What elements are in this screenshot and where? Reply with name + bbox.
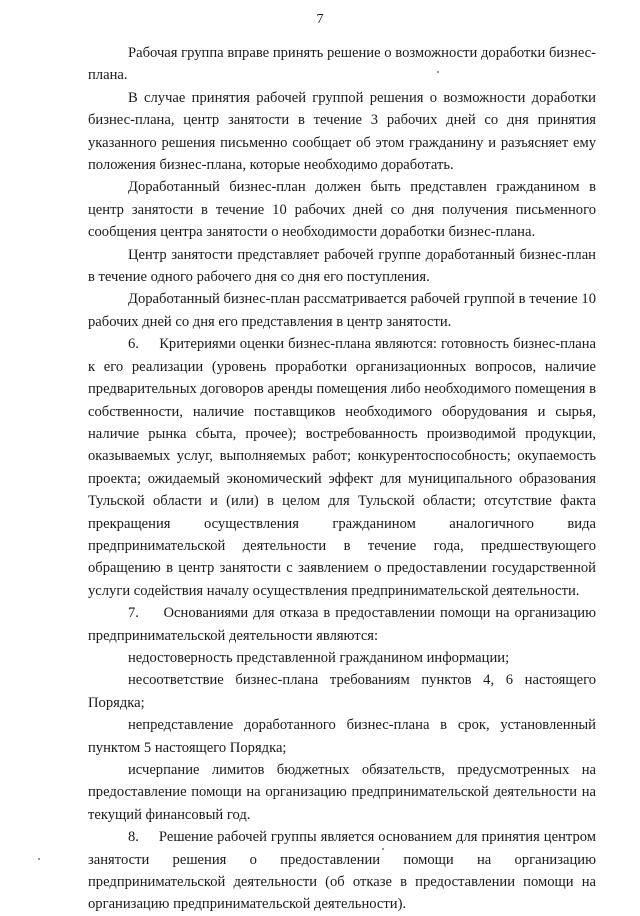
paragraph-revision-decision: Рабочая группа вправе принять решение о возможности доработки бизнес-плана. [88,45,596,84]
refusal-ground-noncompliance: несоответствие бизнес-плана требованиям пунктов 4, 6 настоящего Порядка; [88,672,596,711]
clause-6-evaluation-criteria: 6. Критериями оценки бизнес-плана являются: готовность бизнес-плана к его реализации (уровень проработки организационных вопросов, наличие предварительных договоров аренды помещения либо необходимого помещения в собственности, наличие поставщиков необходимого оборудования и сырья, наличие рынка сбыта, прочее); востребованность производимой продукции, оказываемых услуг, выполняемых работ; конкурентоспособность; окупаемость проекта; ожидаемый экономический эффект для муниципального образования Тульской области и (или) в целом для Тульской области; отсутствие факта прекращения осуществления гражданином аналогичного вида предпринимательской деятельности в течение года, предшествующего обращению в центр занятости с заявлением о предоставлении государственной услуги содействия началу осуществления предпринимательской деятельности. [88,336,596,599]
refusal-ground-inaccurate-info: недостоверность представленной гражданином информации; [128,649,510,666]
scan-speck [38,858,40,860]
refusal-ground-late-submission: непредставление доработанного бизнес-плана в срок, установленный пунктом 5 настоящего Порядка; [88,717,596,756]
clause-8-decision-basis: 8. Решение рабочей группы является основанием для принятия центром занятости решения о предоставлении помощи на организацию предпринимательской деятельности (об отказе в предоставлении помощи на организацию предпринимательской деятельности). [88,829,596,913]
scan-speck [382,848,384,850]
paragraph-plan-forwarding: Центр занятости представляет рабочей группе доработанный бизнес-план в течение одного рабочего дня со дня его поступления. [88,246,596,286]
scan-speck [437,71,439,73]
refusal-ground-budget-exhausted: исчерпание лимитов бюджетных обязательств, предусмотренных на предоставление помощи на организацию предпринимательской деятельности на текущий финансовый год. [88,762,596,823]
paragraph-revision-notification: В случае принятия рабочей группой решения о возможности доработки бизнес-плана, центр занятости в течение 3 рабочих дней со дня принятия указанного решения письменно сообщает об этом гражданину и разъясняет ему положения бизнес-плана, которые необходимо доработать. [88,89,596,174]
clause-7-refusal-grounds: 7. Основаниями для отказа в предоставлении помощи на организацию предпринимательской деятельности являются: [88,605,596,644]
page-number: 7 [316,12,324,27]
paragraph-revised-plan-submission: Доработанный бизнес-план должен быть представлен гражданином в центр занятости в течение 10 рабочих дней со дня получения письменного сообщения центра занятости о необходимости доработки бизнес-плана. [88,179,596,241]
document-body [88,42,596,916]
paragraph-plan-review: Доработанный бизнес-план рассматривается рабочей группой в течение 10 рабочих дней со дня его представления в центр занятости. [88,291,596,330]
